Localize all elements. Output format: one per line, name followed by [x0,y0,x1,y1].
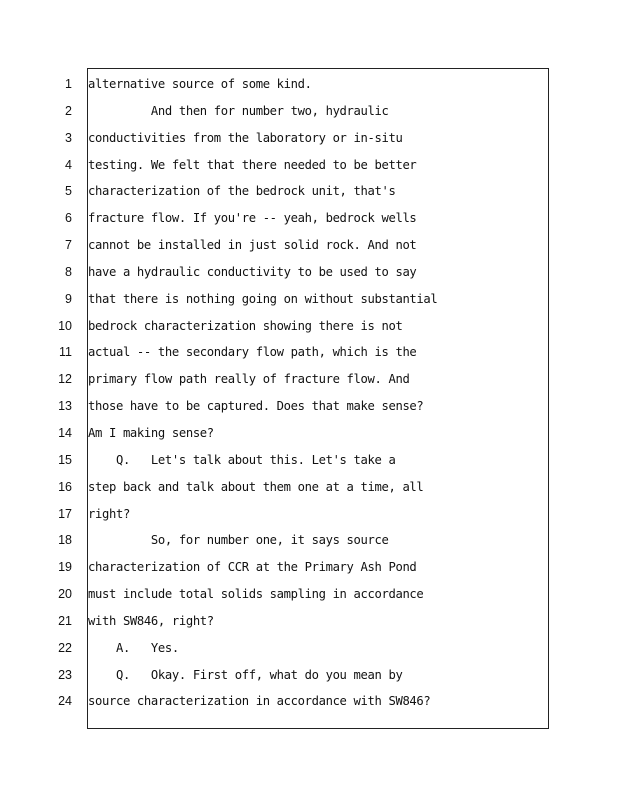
transcript-line [0,366,618,393]
transcript-line [0,98,618,125]
transcript-line [0,581,618,608]
line-text: Q. Let's talk about this. Let's take a [88,452,396,467]
line-text: testing. We felt that there needed to be better [88,157,417,172]
line-number: 20 [58,587,72,602]
line-text: fracture flow. If you're -- yeah, bedrock wells [88,211,417,226]
line-text: conductivities from the laboratory or in-situ [88,130,403,145]
line-number: 5 [65,184,72,199]
transcript-line [0,286,618,313]
transcript-line [0,125,618,152]
line-number: 7 [65,238,72,253]
line-number: 4 [65,157,72,172]
line-number: 13 [58,399,72,414]
line-text: And then for number two, hydraulic [88,103,389,118]
transcript-lines [0,71,618,715]
transcript-line [0,178,618,205]
line-number: 12 [58,372,72,387]
transcript-line [0,608,618,635]
line-text: actual -- the secondary flow path, which is the [88,345,417,360]
line-text: A. Yes. [88,640,179,655]
transcript-line [0,447,618,474]
transcript-line [0,420,618,447]
transcript-line [0,205,618,232]
line-number: 6 [65,211,72,226]
line-text: those have to be captured. Does that make sense? [88,399,424,414]
line-text: Q. Okay. First off, what do you mean by [88,667,403,682]
line-text: alternative source of some kind. [88,77,312,91]
line-text: primary flow path really of fracture flow. And [88,372,410,387]
line-text: have a hydraulic conductivity to be used to say [88,264,417,279]
line-number: 3 [65,130,72,145]
line-number: 8 [65,264,72,279]
transcript-line [0,71,618,98]
line-number: 10 [58,318,72,333]
line-number: 15 [58,452,72,467]
transcript-line [0,501,618,528]
transcript-line [0,313,618,340]
line-text: source characterization in accordance with SW846? [88,694,431,709]
line-number: 9 [65,291,72,306]
line-number: 1 [65,77,72,91]
line-text: characterization of the bedrock unit, that's [88,184,396,199]
transcript-line [0,152,618,179]
line-number: 17 [58,506,72,521]
line-text: step back and talk about them one at a time, all [88,479,424,494]
line-number: 24 [58,694,72,709]
line-number: 21 [58,613,72,628]
transcript-line [0,232,618,259]
line-text: Am I making sense? [88,425,214,440]
line-text: that there is nothing going on without substantial [88,291,438,306]
line-number: 18 [58,533,72,548]
line-number: 2 [65,103,72,118]
transcript-line [0,339,618,366]
transcript-line [0,635,618,662]
line-number: 11 [59,345,72,360]
transcript-line [0,393,618,420]
line-number: 23 [58,667,72,682]
line-text: right? [88,506,130,521]
line-text: So, for number one, it says source [88,533,389,548]
line-number: 19 [58,560,72,575]
line-number: 22 [58,640,72,655]
line-number: 16 [58,479,72,494]
transcript-line [0,527,618,554]
transcript-line [0,259,618,286]
line-text: characterization of CCR at the Primary Ash Pond [88,560,417,575]
transcript-line [0,474,618,501]
line-text: with SW846, right? [88,613,214,628]
line-text: must include total solids sampling in accordance [88,587,424,602]
transcript-line [0,662,618,689]
transcript-line [0,554,618,581]
transcript-line [0,688,618,715]
line-text: bedrock characterization showing there is not [88,318,403,333]
line-text: cannot be installed in just solid rock. And not [88,238,417,253]
line-number: 14 [58,425,72,440]
